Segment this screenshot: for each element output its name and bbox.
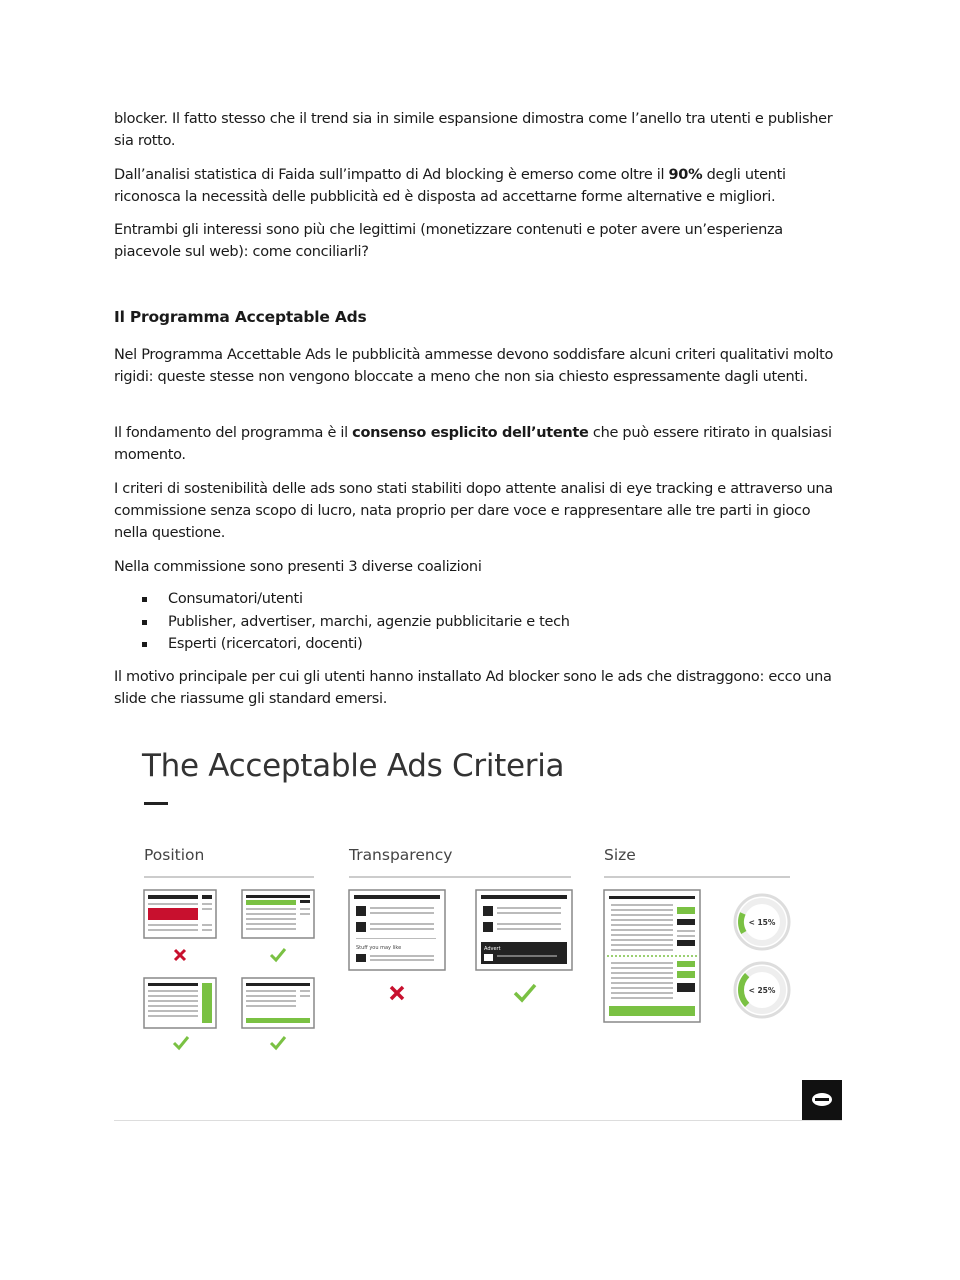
- size-large-label: < 25%: [748, 986, 776, 995]
- slide-title: The Acceptable Ads Criteria: [142, 748, 565, 784]
- transparency-good-layout: [476, 890, 572, 970]
- transparency-bad-layout: [349, 890, 445, 970]
- paragraph-text: che può essere ritirato in qualsiasi momento.: [114, 425, 832, 463]
- paragraph-criteria: [114, 478, 846, 544]
- paragraph-text: Nel Programma Accettable Ads le pubblicità ammesse devono soddisfare alcuni criteri qualitativi molto rigidi: queste stesse non vengono bloccate a meno che non sia chiesto espressamente dagli utenti.: [114, 347, 834, 385]
- coalitions-list: [140, 588, 570, 656]
- bold-percentage: 90%: [668, 167, 703, 183]
- paragraph-text: Il fondamento del programma è il: [114, 425, 353, 441]
- size-gauge-small: [733, 893, 790, 950]
- check-icon: [515, 985, 535, 1000]
- eye-icon: [812, 1093, 832, 1106]
- paragraph-text: Il motivo principale per cui gli utenti hanno installato Ad blocker sono le ads che distraggono: ecco una slide che riassume gli standard emersi.: [114, 669, 832, 707]
- paragraph-program: [114, 344, 846, 388]
- list-item: Publisher, advertiser, marchi, agenzie pubblicitarie e tech: [140, 611, 570, 634]
- list-item: Consumatori/utenti: [140, 588, 570, 611]
- paragraph-text: Nella commissione sono presenti 3 diverse coalizioni: [114, 559, 482, 575]
- size-layout: [604, 890, 700, 1022]
- paragraph-consent: [114, 422, 846, 466]
- criteria-illustrations: [114, 740, 842, 1124]
- criteria-slide: [114, 740, 842, 1124]
- bold-consent: consenso esplicito dell’utente: [352, 425, 589, 441]
- position-side-layout: [144, 978, 216, 1028]
- paragraph-commission: [114, 556, 846, 578]
- cross-icon: [175, 950, 185, 960]
- slide-divider: [114, 1120, 842, 1121]
- position-top-layout: [242, 890, 314, 938]
- size-label: Size: [604, 846, 636, 864]
- position-bottom-layout: [242, 978, 314, 1028]
- paragraph-text: degli utenti riconosca la necessità delle pubblicità ed è disposta ad accettarne forme alternative e migliori.: [114, 167, 786, 205]
- paragraph-intro: [114, 108, 846, 152]
- size-gauge-large: [732, 960, 791, 1019]
- intrusive-ad-banner: [148, 908, 198, 920]
- paragraph-slide-intro: [114, 666, 846, 710]
- section-heading: Il Programma Acceptable Ads: [114, 308, 367, 326]
- brand-logo: [802, 1080, 842, 1120]
- check-icon: [271, 1037, 285, 1048]
- check-icon: [174, 1037, 188, 1048]
- transparency-label: Transparency: [349, 846, 453, 864]
- paragraph-text: I criteri di sostenibilità delle ads sono stati stabiliti dopo attente analisi di eye tracking e attraverso una commissione senza scopo di lucro, nata proprio per dare voce e rappresentare alle tre parti in gioco nella questione.: [114, 481, 833, 541]
- check-icon: [271, 949, 285, 960]
- advert-label: Advert: [484, 946, 501, 952]
- paragraph-text: blocker. Il fatto stesso che il trend sia in simile espansione dimostra come l’anello tra utenti e publisher sia rotto.: [114, 111, 833, 149]
- size-small-label: < 15%: [748, 918, 776, 927]
- paragraph-statistics: [114, 164, 846, 208]
- list-item: Esperti (ricercatori, docenti): [140, 633, 570, 656]
- native-ad-caption: Stuff you may like: [356, 945, 402, 951]
- paragraph-text: Entrambi gli interessi sono più che legittimi (monetizzare contenuti e poter avere un’esperienza piacevole sul web): come conciliarli?: [114, 222, 783, 260]
- position-bad-layout: [144, 890, 216, 938]
- paragraph-text: Dall’analisi statistica di Faida sull’impatto di Ad blocking è emerso come oltre il: [114, 167, 669, 183]
- cross-icon: [391, 987, 403, 999]
- position-label: Position: [144, 846, 205, 864]
- paragraph-interests: [114, 219, 846, 263]
